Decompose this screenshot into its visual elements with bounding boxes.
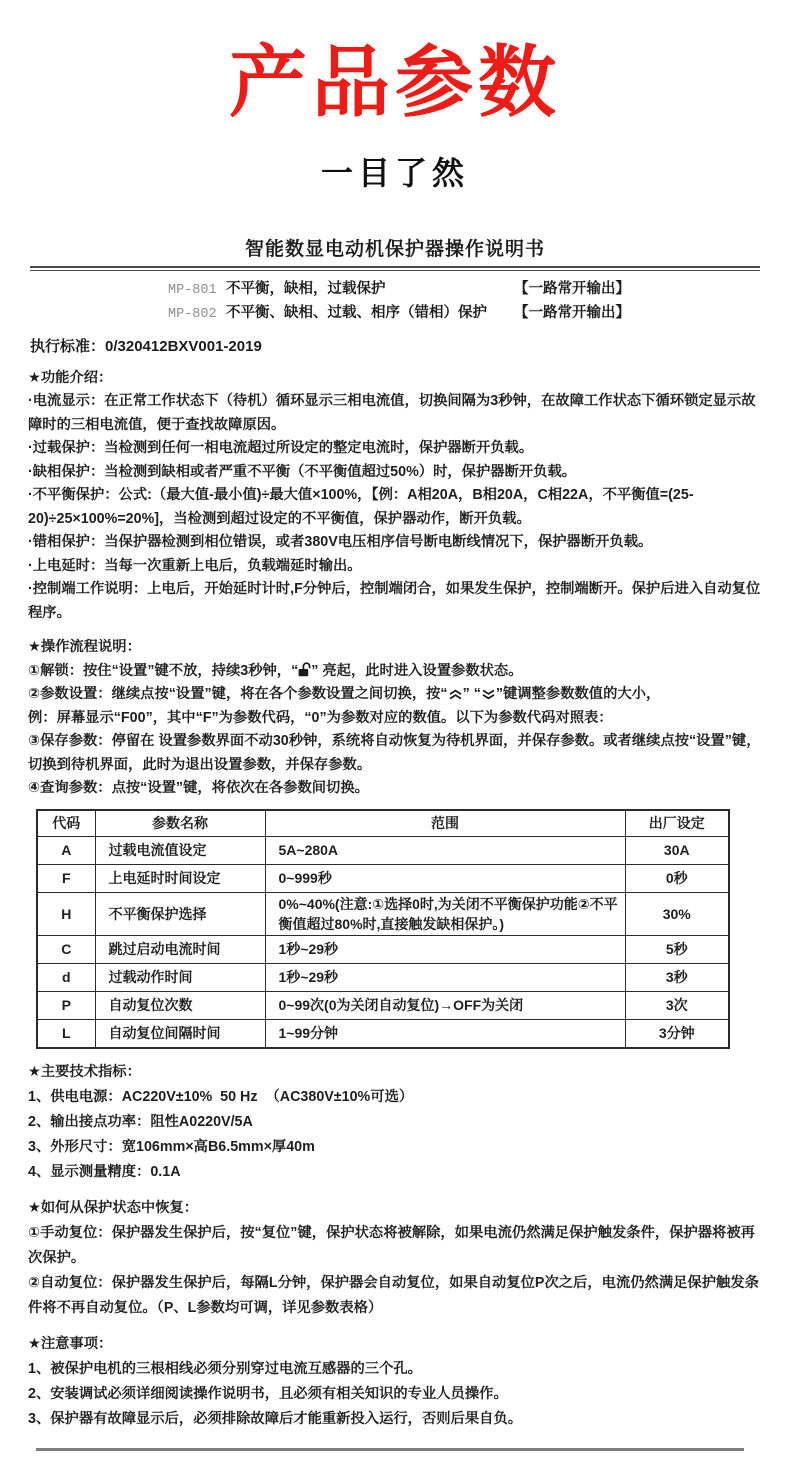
cell-name: 上电延时时间设定	[95, 864, 265, 892]
cell-range: 0%~40%(注意:①选择0时,为关闭不平衡保护功能②不平衡值超过80%时,直接触发缺相保护。)	[265, 892, 625, 935]
unlock-icon	[298, 662, 311, 677]
model-output: 【一路常开输出】	[514, 304, 630, 321]
feature-item: ·缺相保护：当检测到缺相或者严重不平衡（不平衡值超过50%）时，保护器断开负载。	[28, 463, 577, 480]
section-title: ★操作流程说明：	[28, 639, 141, 656]
operation-item-query: ④查询参数：点按“设置”键，将依次在各参数间切换。	[28, 780, 369, 797]
table-row	[37, 836, 729, 864]
table-row	[37, 892, 729, 935]
cell-code: F	[37, 864, 95, 892]
section-title: ★主要技术指标：	[28, 1063, 141, 1080]
adjust-text-pre: ②参数设置：继续点按“设置”键，将在各个参数设置之间切换，按“	[28, 686, 448, 703]
unlock-text-pre: ①解锁：按住“设置”键不放，持续3秒钟，“	[28, 662, 299, 679]
model-list	[168, 278, 790, 326]
table-row	[37, 1019, 729, 1048]
spec-item: 1、供电电源：AC220V±10% 50 Hz （AC380V±10%可选）	[28, 1088, 414, 1105]
chevron-double-up-icon	[448, 689, 463, 700]
operation-item-save: ③保存参数：停留在 设置参数界面不动30秒钟，系统将自动恢复为待机界面，并保存参数。或者继续点按“设置”键，切换到待机界面，此时为退出设置参数，并保存参数。	[28, 733, 761, 773]
feature-item: ·电流显示：在正常工作状态下（待机）循环显示三相电流值，切换间隔为3秒钟，在故障工作状态下循环锁定显示故障时的三相电流值，便于查找故障原因。	[28, 393, 756, 433]
cell-name: 自动复位间隔时间	[95, 1019, 265, 1048]
section-specs	[28, 1060, 762, 1185]
cell-range: 0~999秒	[265, 864, 625, 892]
feature-item: ·过载保护：当检测到任何一相电流超过所设定的整定电流时，保护器断开负载。	[28, 440, 534, 457]
section-recovery	[28, 1196, 762, 1321]
note-item: 1、被保护电机的三根相线必须分别穿过电流互感器的三个孔。	[28, 1360, 422, 1377]
section-title: ★如何从保护状态中恢复：	[28, 1199, 199, 1216]
cell-range: 0~99次(0为关闭自动复位)→OFF为关闭	[265, 991, 625, 1019]
cell-range: 1秒~29秒	[265, 935, 625, 963]
page-title: 产品参数	[228, 38, 561, 126]
doc-title: 智能数显电动机保护器操作说明书	[244, 238, 545, 260]
cell-code: C	[37, 935, 95, 963]
cell-default: 30A	[625, 836, 729, 864]
recovery-item: ①手动复位：保护器发生保护后，按“复位”键，保护状态将被解除，如果电流仍然满足保护触发条件，保护器将被再次保护。	[28, 1224, 755, 1266]
model-protections: 不平衡、缺相、过载、相序（错相）保护	[226, 304, 487, 321]
page-subtitle: 一目了然	[320, 154, 469, 191]
table-row	[37, 963, 729, 991]
model-row	[168, 278, 790, 302]
note-item: 2、安装调试必须详细阅读操作说明书，且必须有相关知识的专业人员操作。	[28, 1385, 508, 1402]
section-title: ★注意事项：	[28, 1335, 113, 1352]
section-operation	[28, 636, 762, 801]
model-output: 【一路常开输出】	[514, 280, 630, 297]
header-cell-range: 范围	[265, 810, 625, 837]
operation-item-unlock	[28, 660, 762, 684]
section-features	[28, 367, 762, 626]
cell-code: d	[37, 963, 95, 991]
operation-item-example: 例：屏幕显示“F00”，其中“F”为参数代码，“0”为参数对应的数值。以下为参数代码对照表：	[28, 709, 613, 726]
cell-default: 3次	[625, 991, 729, 1019]
header-cell-code: 代码	[37, 810, 95, 837]
params-table	[36, 809, 730, 1049]
cell-range: 5A~280A	[265, 836, 625, 864]
chevron-double-down-icon	[481, 689, 496, 700]
cell-name: 不平衡保护选择	[95, 892, 265, 935]
spec-item: 4、显示测量精度：0.1A	[28, 1163, 181, 1180]
cell-default: 5秒	[625, 935, 729, 963]
cell-range: 1~99分钟	[265, 1019, 625, 1048]
feature-item: ·不平衡保护：公式:（最大值-最小值)÷最大值×100%，【例：A相20A，B相20A，C相22A，不平衡值=(25-20)÷25×100%=20%]，当检测到超过设定的不平衡值，保护器动作，断开负载。	[28, 487, 694, 527]
table-header-row	[37, 810, 729, 837]
feature-item: ·错相保护：当保护器检测到相位错误，或者380V电压相序信号断电断线情况下，保护器断开负载。	[28, 534, 653, 551]
cell-default: 3分钟	[625, 1019, 729, 1048]
adjust-text-post: ”键调整参数数值的大小，	[495, 686, 661, 703]
header-cell-name: 参数名称	[95, 810, 265, 837]
model-code: MP-802	[168, 306, 217, 322]
model-code: MP-801	[168, 282, 217, 298]
section-notes	[28, 1332, 762, 1432]
cell-name: 过载动作时间	[95, 963, 265, 991]
cell-code: P	[37, 991, 95, 1019]
table-row	[37, 935, 729, 963]
standard-line: 执行标准：0/320412BXV001-2019	[30, 337, 262, 355]
model-row	[168, 302, 790, 326]
feature-item: ·上电延时：当每一次重新上电后，负载端延时输出。	[28, 557, 362, 574]
bottom-divider	[36, 1448, 744, 1451]
header-cell-default: 出厂设定	[625, 810, 729, 837]
cell-default: 3秒	[625, 963, 729, 991]
operation-item-adjust	[28, 683, 762, 707]
cell-code: H	[37, 892, 95, 935]
table-row	[37, 991, 729, 1019]
section-title: ★功能介绍：	[28, 369, 113, 386]
spec-item: 3、外形尺寸：宽106mm×高B6.5mm×厚40m	[28, 1138, 315, 1155]
table-row	[37, 864, 729, 892]
feature-item: ·控制端工作说明：上电后，开始延时计时,F分钟后，控制端闭合，如果发生保护，控制端断开。保护后进入自动复位程序。	[28, 581, 761, 621]
spec-item: 2、输出接点功率：阻性A0220V/5A	[28, 1113, 253, 1130]
adjust-text-mid: ” “	[462, 686, 481, 703]
cell-default: 30%	[625, 892, 729, 935]
cell-default: 0秒	[625, 864, 729, 892]
cell-code: L	[37, 1019, 95, 1048]
recovery-item: ②自动复位：保护器发生保护后，每隔L分钟，保护器会自动复位，如果自动复位P次之后，电流仍然满足保护触发条件将不再自动复位。（P、L参数均可调，详见参数表格）	[28, 1274, 759, 1316]
unlock-text-post: ” 亮起，此时进入设置参数状态。	[311, 662, 523, 679]
cell-name: 跳过启动电流时间	[95, 935, 265, 963]
cell-range: 1秒~29秒	[265, 963, 625, 991]
model-protections: 不平衡，缺相，过载保护	[226, 280, 386, 297]
title-divider	[30, 266, 760, 271]
note-item: 3、保护器有故障显示后，必须排除故障后才能重新投入运行，否则后果自负。	[28, 1410, 523, 1427]
cell-code: A	[37, 836, 95, 864]
cell-name: 自动复位次数	[95, 991, 265, 1019]
cell-name: 过载电流值设定	[95, 836, 265, 864]
